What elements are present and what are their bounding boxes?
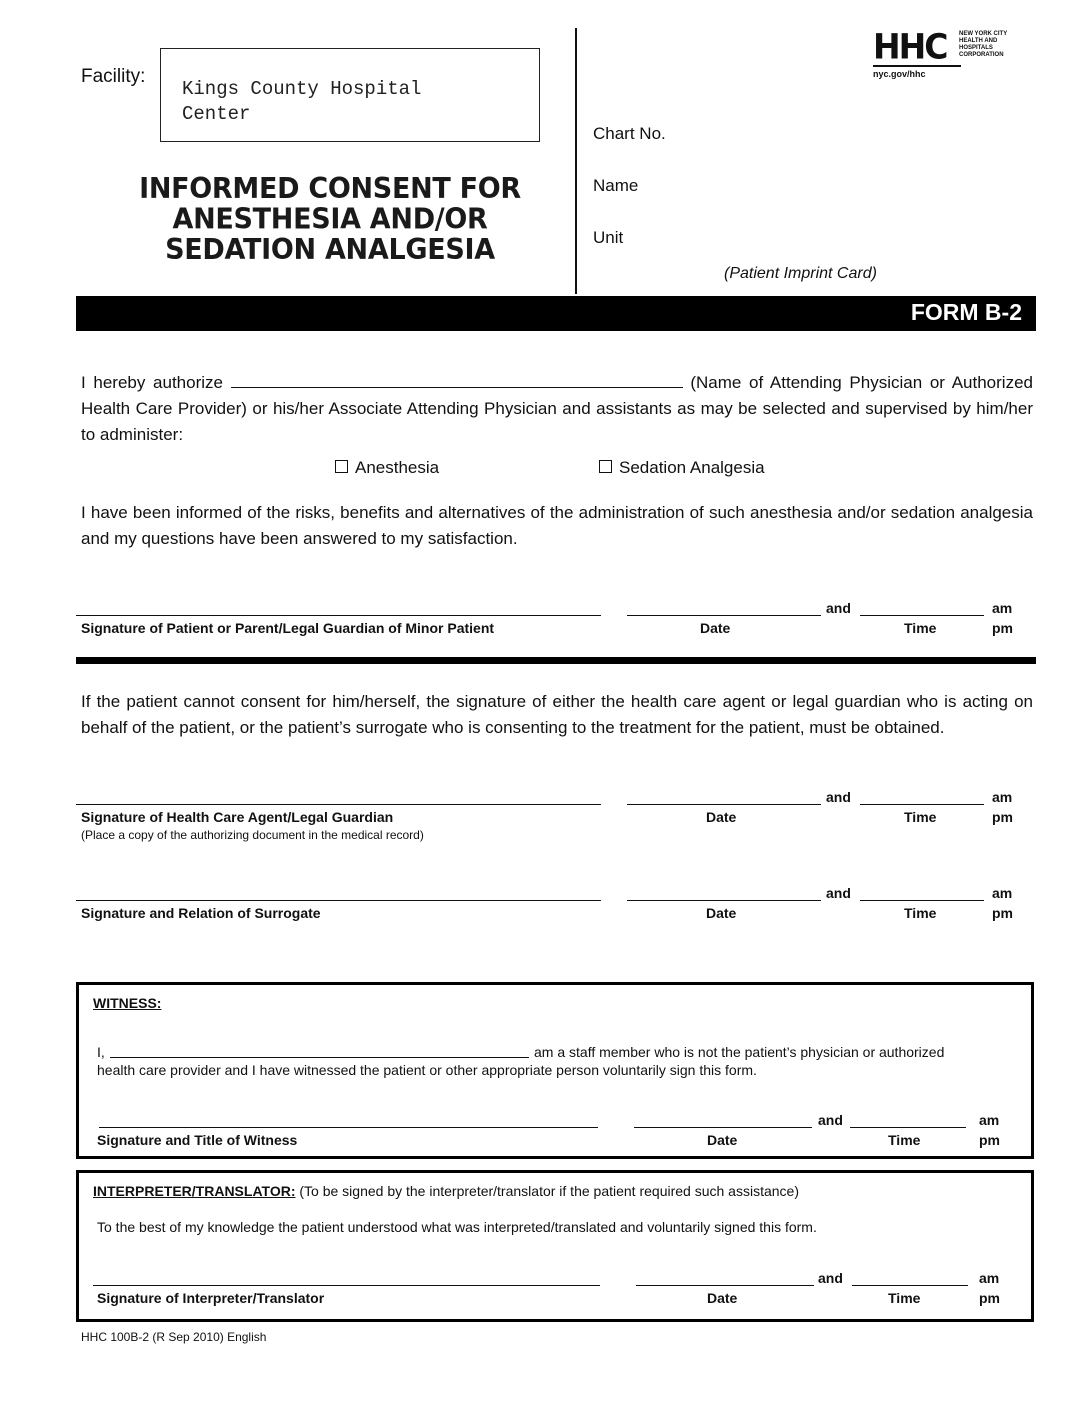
authorization-paragraph <box>81 370 1033 448</box>
am-text: am <box>992 600 1013 616</box>
pm-text: pm <box>979 1132 1000 1148</box>
and-text: and <box>826 885 851 901</box>
interpreter-heading-note: (To be signed by the interpreter/translator if the patient required such assistance) <box>299 1183 799 1199</box>
form-id: FORM B-2 <box>910 299 1022 325</box>
and-text: and <box>818 1270 843 1286</box>
sedation-label: Sedation Analgesia <box>619 458 765 477</box>
pm-text: pm <box>992 809 1013 825</box>
agent-signature-note: (Place a copy of the authorizing document in the medical record) <box>81 828 424 842</box>
agent-date-line[interactable] <box>627 804 821 805</box>
informed-paragraph: I have been informed of the risks, benefits and alternatives of the administration of such anesthesia and/or sedation analgesia and my questions have been answered to my satisfaction. <box>81 503 1033 548</box>
surrogate-time-line[interactable] <box>860 900 984 901</box>
and-text: and <box>826 600 851 616</box>
section-divider <box>76 657 1036 664</box>
facility-label: Facility: <box>81 66 146 87</box>
agent-time-line[interactable] <box>860 804 984 805</box>
logo-url: nyc.gov/hhc <box>873 69 926 79</box>
interpreter-heading: INTERPRETER/TRANSLATOR: <box>93 1183 296 1199</box>
interpreter-signature-line[interactable] <box>93 1285 600 1286</box>
witness-text-line-2: health care provider and I have witnessed the patient or other appropriate person voluntarily sign this form. <box>97 1062 757 1078</box>
surrogate-signature-line[interactable] <box>76 900 601 901</box>
am-text: am <box>992 885 1013 901</box>
anesthesia-option[interactable] <box>335 458 439 478</box>
logo-text: HHC <box>873 26 947 67</box>
interpreter-statement: To the best of my knowledge the patient understood what was interpreted/translated and voluntarily signed this form. <box>97 1219 817 1235</box>
and-text: and <box>818 1112 843 1128</box>
patient-signature-line[interactable] <box>76 615 601 616</box>
title-line-1: INFORMED CONSENT FOR <box>139 172 521 206</box>
date-label: Date <box>706 905 737 921</box>
witness-date-line[interactable] <box>634 1127 812 1128</box>
imprint-caption: (Patient Imprint Card) <box>724 265 877 282</box>
agent-signature-label: Signature of Health Care Agent/Legal Guardian <box>81 809 394 825</box>
time-label: Time <box>888 1290 921 1306</box>
witness-signature-label: Signature and Title of Witness <box>97 1132 298 1148</box>
surrogate-signature-label: Signature and Relation of Surrogate <box>81 905 321 921</box>
pm-text: pm <box>992 905 1013 921</box>
title-line-2: ANESTHESIA AND/OR <box>172 203 488 236</box>
witness-text-line-1: am a staff member who is not the patient’s physician or authorized <box>534 1044 945 1060</box>
sedation-option[interactable] <box>599 458 765 478</box>
witness-heading: WITNESS: <box>93 995 162 1011</box>
form-id-bar <box>76 296 1036 331</box>
interpreter-time-line[interactable] <box>852 1285 968 1286</box>
am-text: am <box>992 789 1013 805</box>
date-label: Date <box>706 809 737 825</box>
patient-time-line[interactable] <box>860 615 984 616</box>
form-footer: HHC 100B-2 (R Sep 2010) English <box>81 1330 267 1344</box>
unit-label: Unit <box>593 228 624 247</box>
date-label: Date <box>700 620 731 636</box>
time-label: Time <box>904 620 937 636</box>
am-text: am <box>979 1270 1000 1286</box>
agent-signature-line[interactable] <box>76 804 601 805</box>
form-title <box>110 174 550 265</box>
authorize-prefix: I hereby authorize <box>81 373 223 392</box>
time-label: Time <box>904 905 937 921</box>
date-label: Date <box>707 1290 738 1306</box>
witness-name-line[interactable] <box>110 1057 529 1058</box>
witness-prefix: I, <box>97 1044 105 1060</box>
witness-time-line[interactable] <box>850 1127 966 1128</box>
logo-org: NEW YORK CITY HEALTH AND HOSPITALS CORPORATION <box>959 31 1008 58</box>
facility-line-1: Kings County Hospital <box>182 78 422 100</box>
physician-name-field[interactable] <box>231 371 683 388</box>
anesthesia-label: Anesthesia <box>355 458 440 477</box>
header-divider <box>575 28 577 294</box>
witness-signature-line[interactable] <box>99 1127 598 1128</box>
chart-no-label: Chart No. <box>593 124 666 143</box>
date-label: Date <box>707 1132 738 1148</box>
time-label: Time <box>904 809 937 825</box>
interpreter-heading-row <box>93 1183 799 1199</box>
anesthesia-checkbox[interactable] <box>335 460 348 473</box>
am-text: am <box>979 1112 1000 1128</box>
interpreter-date-line[interactable] <box>636 1285 814 1286</box>
facility-line-2: Center <box>182 103 251 125</box>
time-label: Time <box>888 1132 921 1148</box>
pm-text: pm <box>979 1290 1000 1306</box>
patient-date-line[interactable] <box>627 615 821 616</box>
pm-text: pm <box>992 620 1013 636</box>
interpreter-signature-label: Signature of Interpreter/Translator <box>97 1290 325 1306</box>
and-text: and <box>826 789 851 805</box>
surrogate-notice: If the patient cannot consent for him/herself, the signature of either the health care agent or legal guardian who is acting on behalf of the patient, or the patient’s surrogate who is consenting to the treatment for the patient, must be obtained. <box>81 692 1033 737</box>
name-label: Name <box>593 176 639 195</box>
authorize-suffix: (Name of Attending Physician or Authorized Health Care Provider) or his/her Associate Attending Physician and assistants as may be selected and supervised by him/her to administer: <box>81 373 1033 444</box>
hhc-logo <box>873 26 1023 82</box>
logo-rule <box>873 65 961 67</box>
patient-signature-label: Signature of Patient or Parent/Legal Guardian of Minor Patient <box>81 620 495 636</box>
facility-field[interactable] <box>160 48 540 142</box>
title-line-3: SEDATION ANALGESIA <box>165 233 495 267</box>
surrogate-date-line[interactable] <box>627 900 821 901</box>
sedation-checkbox[interactable] <box>599 460 612 473</box>
